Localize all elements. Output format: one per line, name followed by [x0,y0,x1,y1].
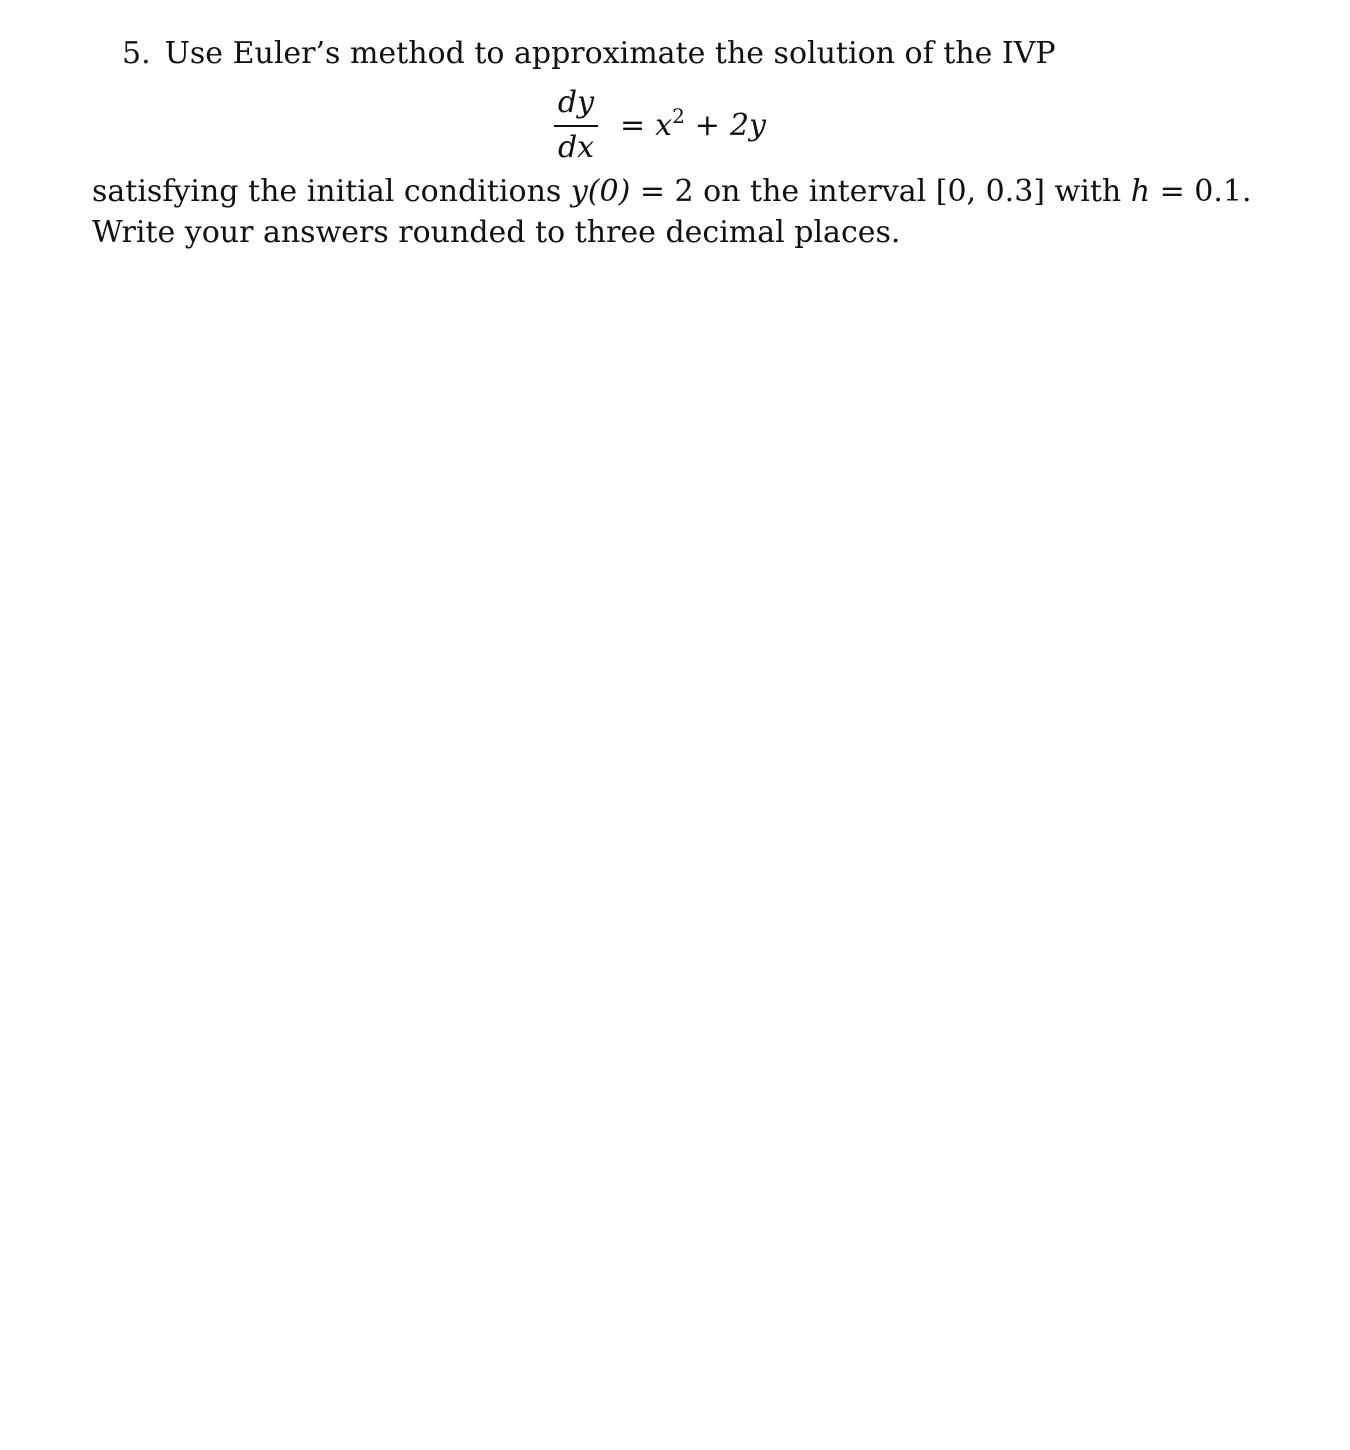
instruction-line: Write your answers rounded to three decimal places. [92,215,901,250]
condition-text-before: satisfying the initial conditions [92,174,571,209]
fraction-bar [554,125,598,127]
plus-sign: + [694,108,720,143]
equals-sign: = [620,108,646,143]
problem-number: 5. [122,36,151,71]
step-size-value: = 0.1. [1150,174,1252,209]
initial-value: y(0) [570,174,631,209]
x-variable: x [655,108,673,143]
fraction-denominator: dx [557,130,595,165]
fraction-numerator: dy [557,85,595,120]
y-term: 2y [729,108,766,143]
problem-intro-text: Use Euler’s method to approximate the solution of the IVP [164,36,1056,71]
interval: [0, 0.3] [935,174,1046,209]
equation-right-side [610,104,766,146]
condition-equals-value: = 2 on the interval [630,174,936,209]
initial-condition-line [92,174,1252,210]
step-size-symbol: h [1130,174,1151,209]
problem-intro-line [122,36,1056,72]
condition-with: with [1045,174,1131,209]
exponent: 2 [672,104,685,128]
